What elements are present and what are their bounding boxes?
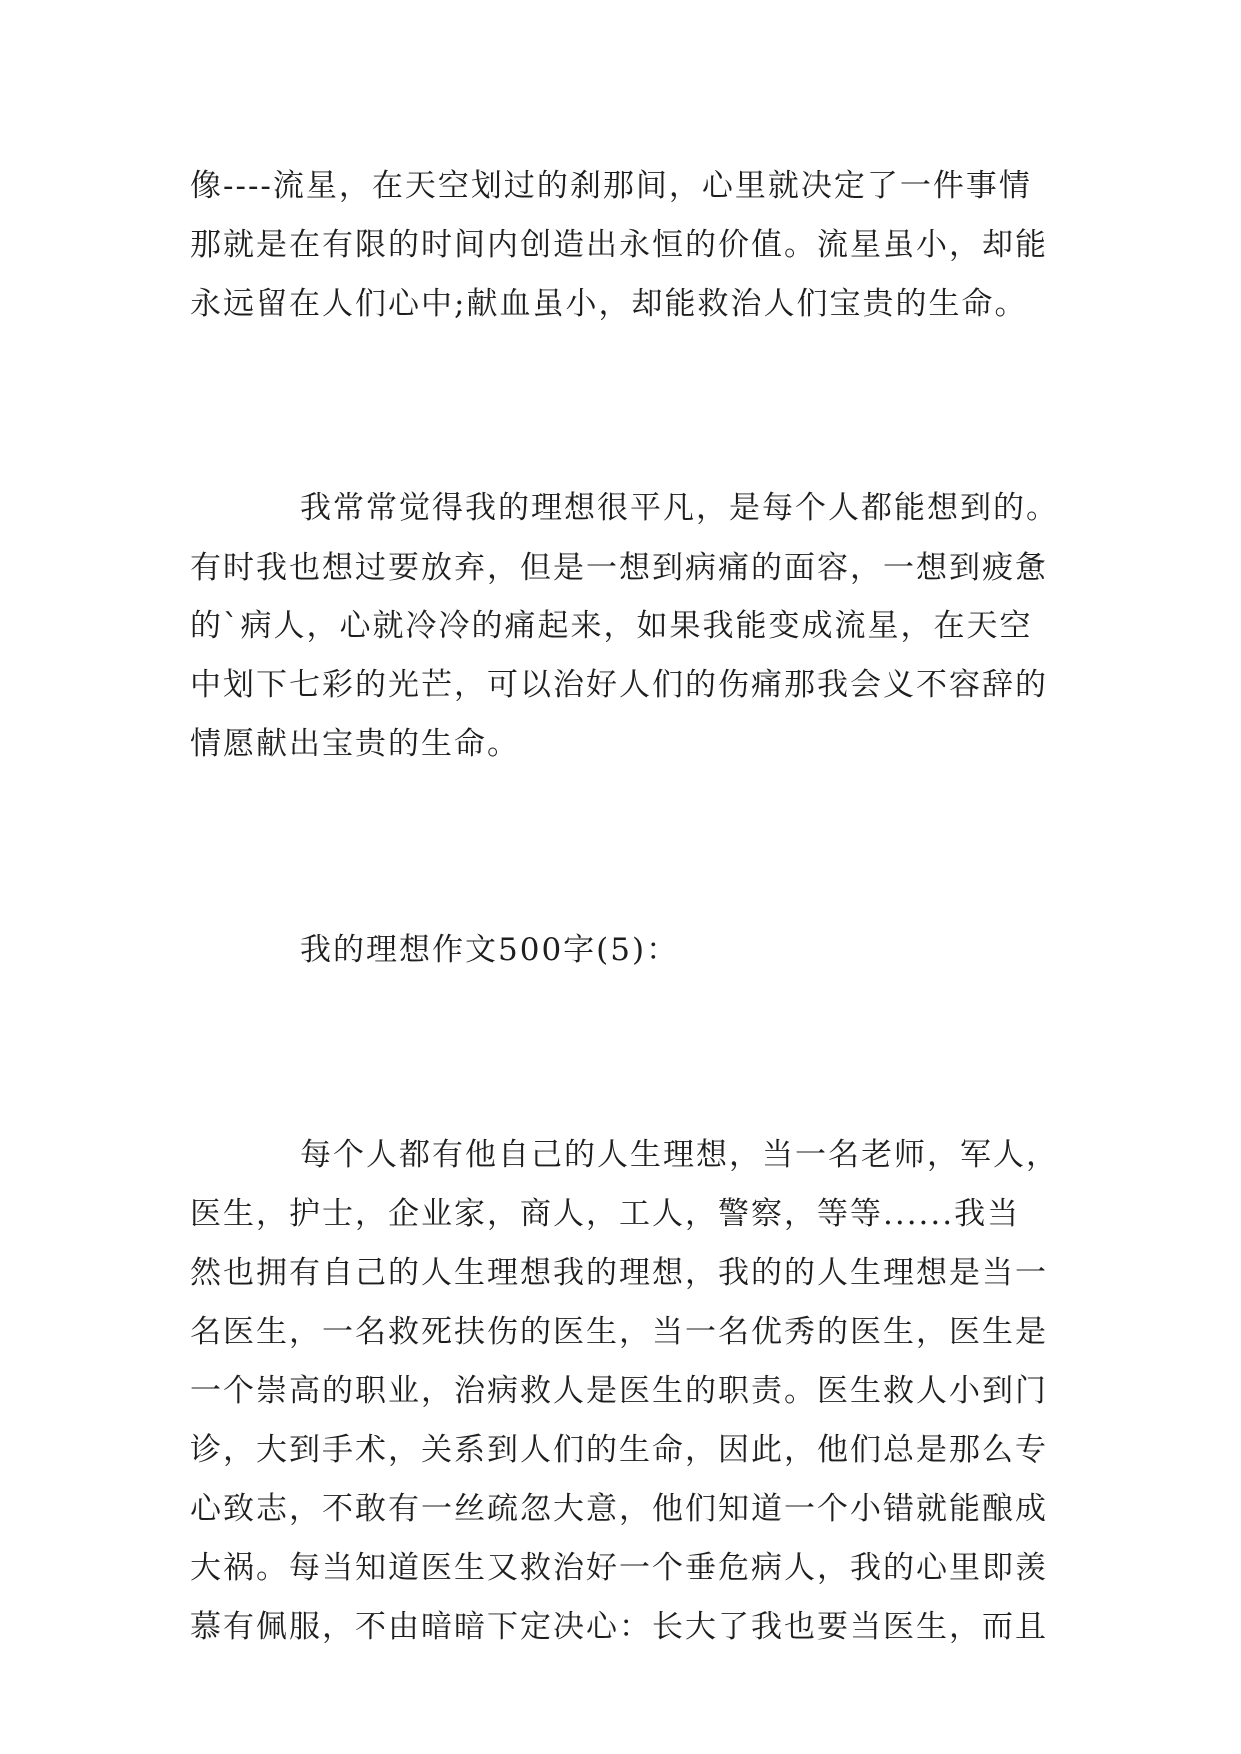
text-line: 有时我也想过要放弃，但是一想到病痛的面容，一想到疲惫 — [190, 550, 1048, 586]
text-line: 大祸。每当知道医生又救治好一个垂危病人，我的心里即羡 — [190, 1550, 1048, 1586]
text-line: 那就是在有限的时间内创造出永恒的价值。流星虽小，却能 — [190, 227, 1048, 263]
text-line: 然也拥有自己的人生理想我的理想，我的的人生理想是当一 — [190, 1255, 1048, 1291]
text-line: 中划下七彩的光芒，可以治好人们的伤痛那我会义不容辞的 — [190, 667, 1048, 703]
text-line: 心致志，不敢有一丝疏忽大意，他们知道一个小错就能酿成 — [190, 1491, 1048, 1527]
text-line: 我常常觉得我的理想很平凡，是每个人都能想到的。 — [300, 490, 1059, 526]
section-heading: 我的理想作文500字(5)： — [300, 932, 680, 968]
text-line: 永远留在人们心中;献血虽小，却能救治人们宝贵的生命。 — [190, 286, 1028, 322]
text-line: 每个人都有他自己的人生理想，当一名老师，军人， — [300, 1137, 1059, 1173]
text-line: 的`病人，心就冷冷的痛起来，如果我能变成流星，在天空 — [190, 608, 1033, 644]
text-line: 情愿献出宝贵的生命。 — [190, 726, 520, 762]
text-line: 医生，护士，企业家，商人，工人，警察，等等......我当 — [190, 1196, 1021, 1232]
text-line: 名医生，一名救死扶伤的医生，当一名优秀的医生，医生是 — [190, 1314, 1048, 1350]
text-line: 一个崇高的职业，治病救人是医生的职责。医生救人小到门 — [190, 1373, 1048, 1409]
text-line: 像----流星，在天空划过的刹那间，心里就决定了一件事情 — [190, 168, 1032, 204]
text-line: 诊，大到手术，关系到人们的生命，因此，他们总是那么专 — [190, 1432, 1048, 1468]
text-line: 慕有佩服，不由暗暗下定决心：长大了我也要当医生，而且 — [190, 1609, 1048, 1645]
